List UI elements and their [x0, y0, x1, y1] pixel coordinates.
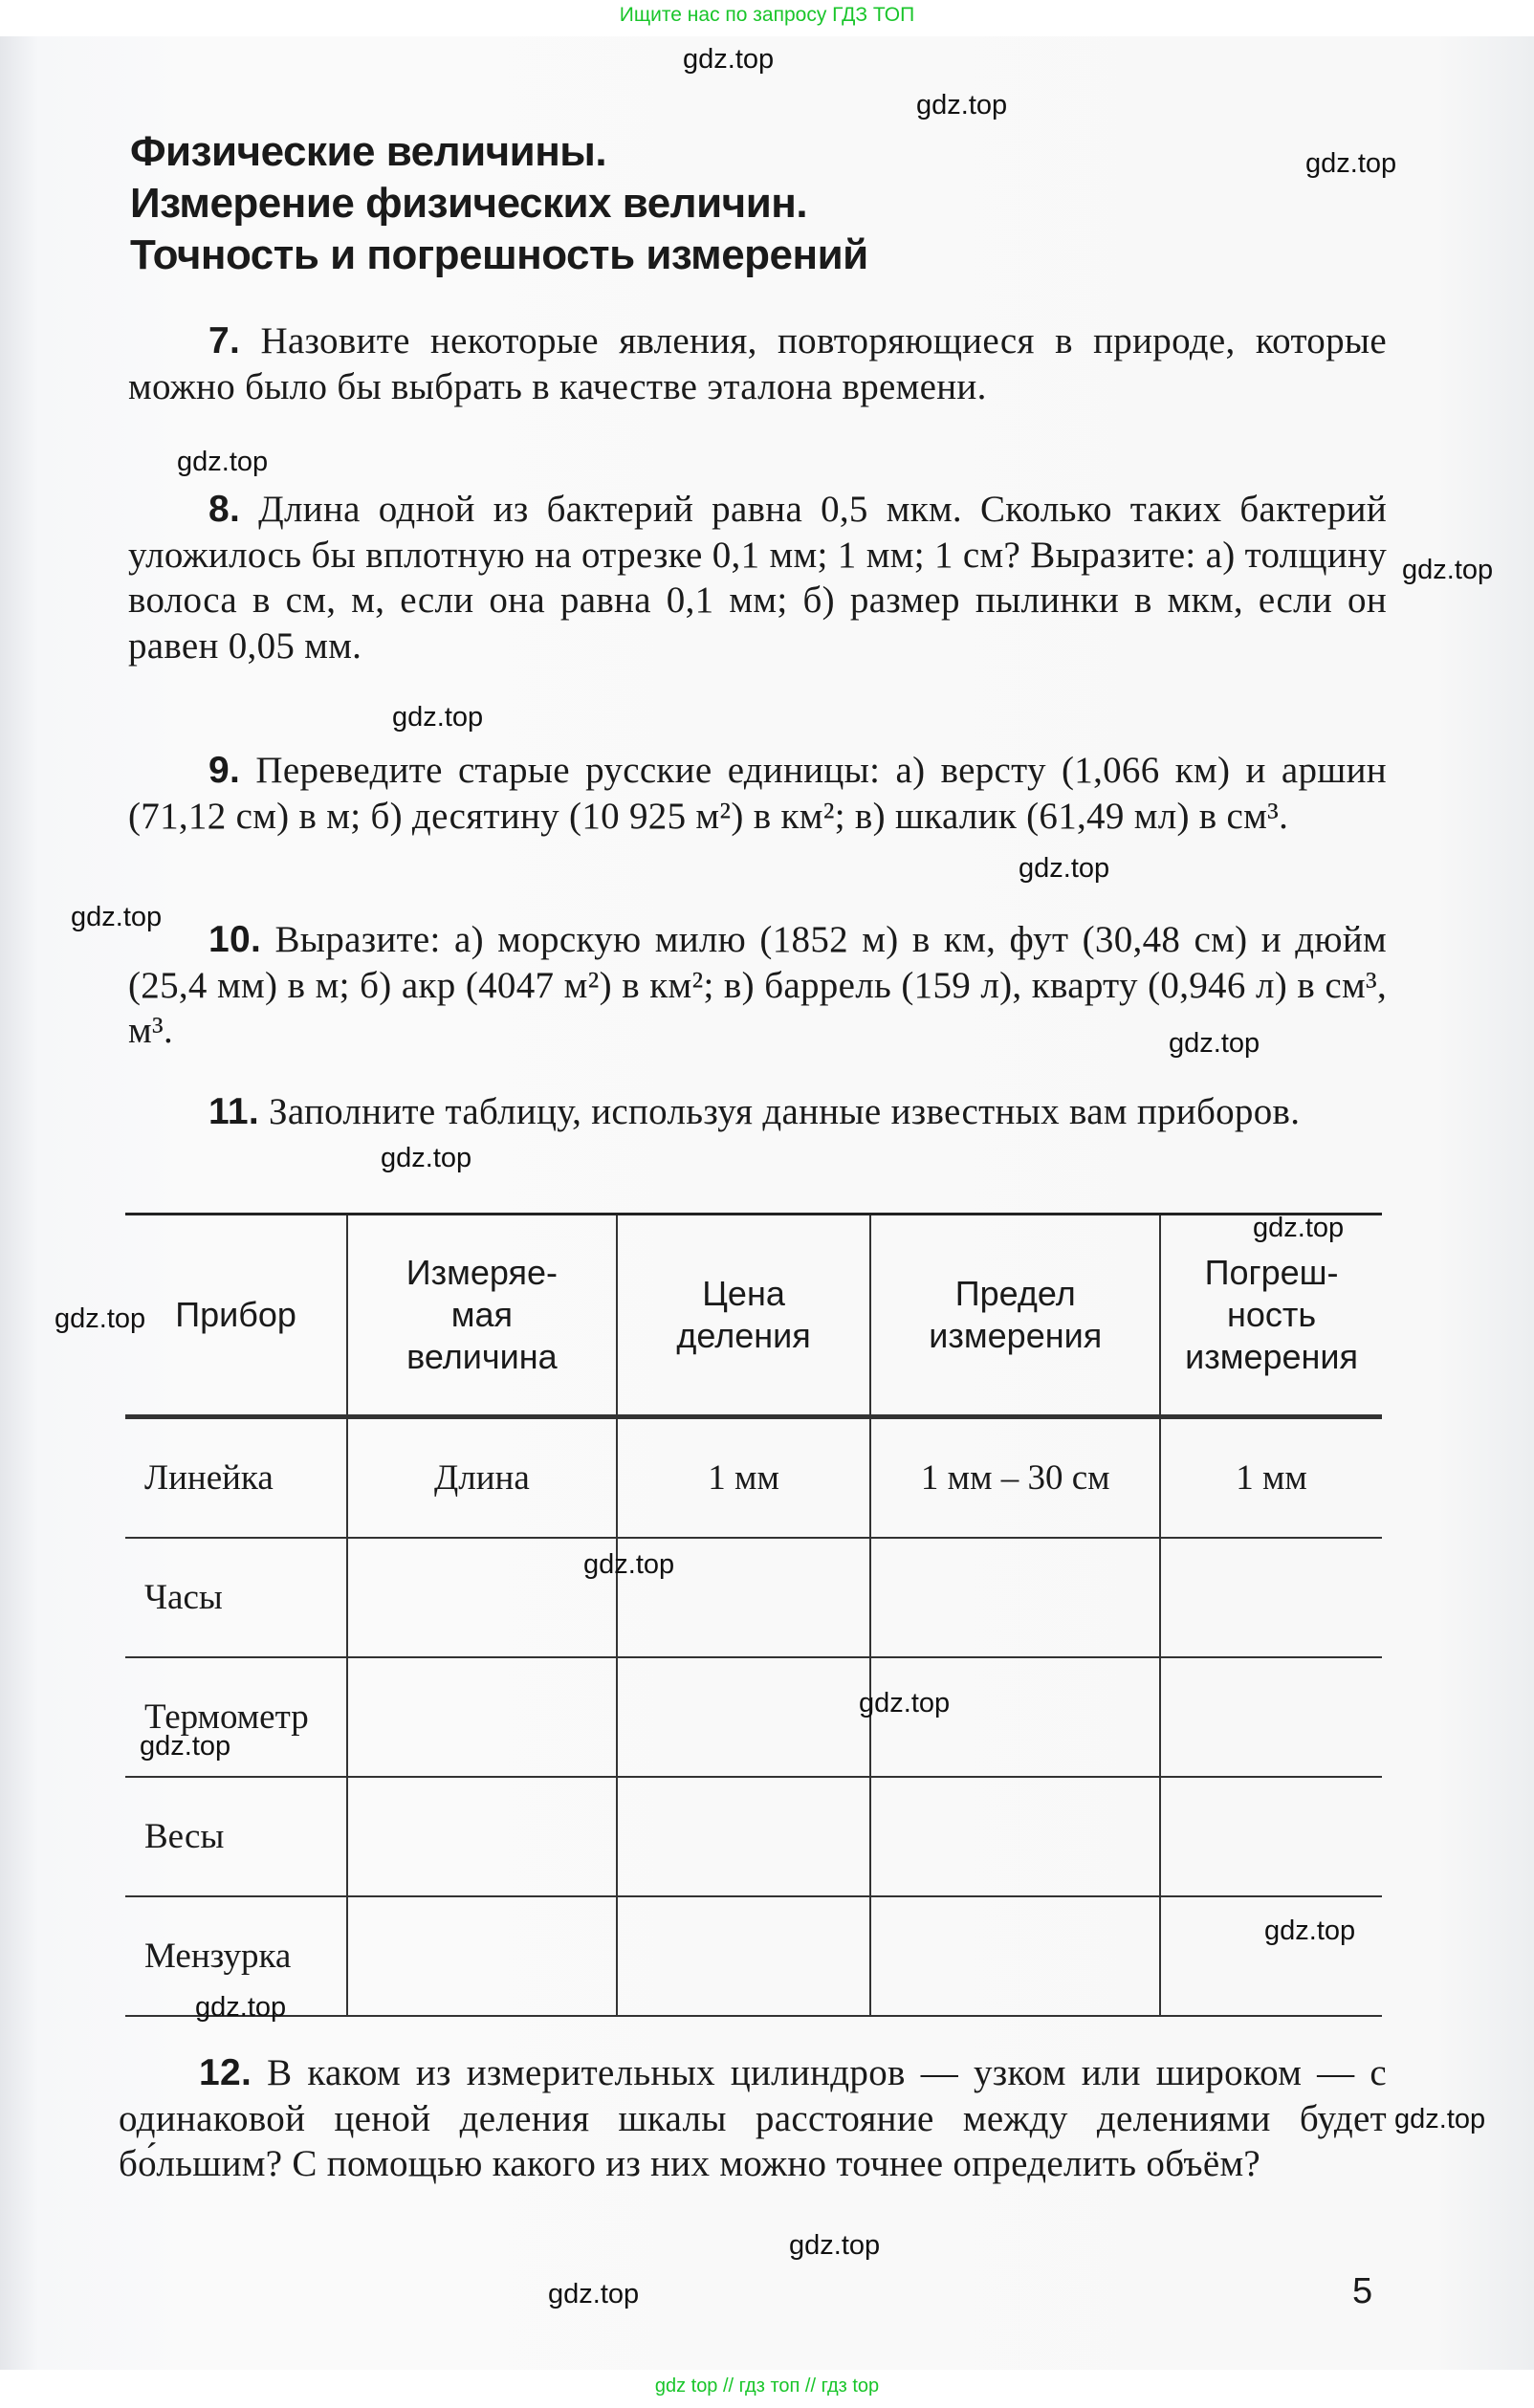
instrument-name-cell: Термометр — [125, 1657, 347, 1777]
title-line: Физические величины. — [130, 128, 607, 175]
watermark: gdz.top — [683, 44, 775, 75]
table-row — [125, 1896, 1382, 2016]
table-row — [125, 1657, 1382, 1777]
watermark: gdz.top — [177, 447, 269, 477]
table-cell — [617, 1896, 871, 2016]
table-cell: 1 мм — [1160, 1417, 1382, 1539]
table-cell — [617, 1777, 871, 1896]
watermark: gdz.top — [583, 1549, 675, 1580]
table-cell — [1160, 1896, 1382, 2016]
table-row — [125, 1417, 1382, 1539]
title-line: Точность и погрешность измерений — [130, 231, 868, 278]
footer-links[interactable]: gdz top // гдз топ // гдз top — [654, 2375, 880, 2397]
table-cell — [617, 1657, 871, 1777]
page-number: 5 — [1352, 2271, 1373, 2311]
watermark: gdz.top — [195, 1992, 287, 2023]
table-cell — [347, 1657, 617, 1777]
watermark: gdz.top — [392, 702, 484, 733]
table-cell: Длина — [347, 1417, 617, 1539]
task-11 — [128, 1089, 1387, 1135]
watermark: gdz.top — [140, 1731, 231, 1762]
instrument-name-cell: Весы — [125, 1777, 347, 1896]
watermark: gdz.top — [1253, 1213, 1345, 1243]
header-cell: Прибор — [125, 1215, 347, 1417]
watermark: gdz.top — [1019, 853, 1110, 884]
task-number: 10. — [208, 919, 262, 960]
watermark: gdz.top — [1264, 1915, 1356, 1946]
task-12 — [119, 2050, 1387, 2187]
task-8 — [128, 487, 1387, 668]
watermark: gdz.top — [1402, 555, 1494, 585]
watermark: gdz.top — [381, 1143, 472, 1173]
instruments-table — [125, 1213, 1382, 2017]
watermark: gdz.top — [916, 90, 1008, 120]
table-cell: 1 мм – 30 см — [870, 1417, 1160, 1539]
title-line: Измерение физических величин. — [130, 180, 808, 227]
table-cell: 1 мм — [617, 1417, 871, 1539]
table-row — [125, 1777, 1382, 1896]
table-cell — [1160, 1777, 1382, 1896]
table-cell — [870, 1538, 1160, 1657]
task-text: Длина одной из бактерий равна 0,5 мкм. Сколько таких бактерий уложилось бы вплотную на отрезке 0,1 мм; 1 мм; 1 см? Выразите: а) толщину волоса в см, м, если она равна 0,1 мм; б) размер пылинки в мкм, если он равен 0,05 мм. — [128, 489, 1387, 667]
watermark: gdz.top — [1394, 2104, 1486, 2134]
section-title — [130, 126, 868, 281]
table-cell — [870, 1896, 1160, 2016]
task-text: Выразите: а) морскую милю (1852 м) в км, фут (30,48 см) и дюйм (25,4 мм) в м; б) акр (4047 м²) в км²; в) баррель (159 л), кварту (0,946 л) в см³, м³. — [128, 919, 1387, 1051]
watermark: gdz.top — [1169, 1028, 1260, 1059]
watermark: gdz.top — [548, 2279, 640, 2309]
watermark: gdz.top — [71, 902, 163, 932]
table-cell — [347, 1896, 617, 2016]
table-cell — [1160, 1657, 1382, 1777]
watermark: gdz.top — [1305, 148, 1397, 179]
watermark: gdz.top — [55, 1303, 146, 1334]
table-row — [125, 1538, 1382, 1657]
task-text: Переведите старые русские единицы: а) версту (1,066 км) и аршин (71,12 см) в м; б) десятину (10 925 м²) в км²; в) шкалик (61,49 мл) в см³. — [128, 750, 1387, 837]
header-cell: Предел измерения — [870, 1215, 1160, 1417]
task-7 — [128, 318, 1387, 409]
header-cell: Погреш-ность измерения — [1160, 1215, 1382, 1417]
task-number: 9. — [208, 750, 241, 791]
table-cell — [870, 1777, 1160, 1896]
watermark: gdz.top — [859, 1688, 951, 1718]
table-cell — [347, 1777, 617, 1896]
header-cell: Измеряе-мая величина — [347, 1215, 617, 1417]
task-text: Заполните таблицу, используя данные известных вам приборов. — [269, 1091, 1301, 1132]
task-9 — [128, 748, 1387, 839]
task-number: 7. — [208, 320, 241, 361]
search-banner[interactable]: Ищите нас по запросу ГДЗ ТОП — [619, 4, 915, 26]
table-header-row — [125, 1215, 1382, 1417]
task-number: 12. — [199, 2052, 252, 2093]
instrument-name-cell: Часы — [125, 1538, 347, 1657]
watermark: gdz.top — [789, 2230, 881, 2261]
header-cell: Цена деления — [617, 1215, 871, 1417]
table-cell — [347, 1538, 617, 1657]
task-number: 11. — [208, 1091, 259, 1132]
instrument-name-cell: Мензурка — [125, 1896, 347, 2016]
instrument-name-cell: Линейка — [125, 1417, 347, 1539]
task-number: 8. — [208, 489, 241, 530]
table-cell — [1160, 1538, 1382, 1657]
task-text: Назовите некоторые явления, повторяющиеся в природе, которые можно было бы выбрать в качестве эталона времени. — [128, 320, 1387, 407]
task-text: В каком из измерительных цилиндров — узком или широком — с одинаковой ценой деления шкалы расстояние между делениями будет бо́льшим? С помощью какого из них можно точнее определить объём? — [119, 2052, 1387, 2184]
